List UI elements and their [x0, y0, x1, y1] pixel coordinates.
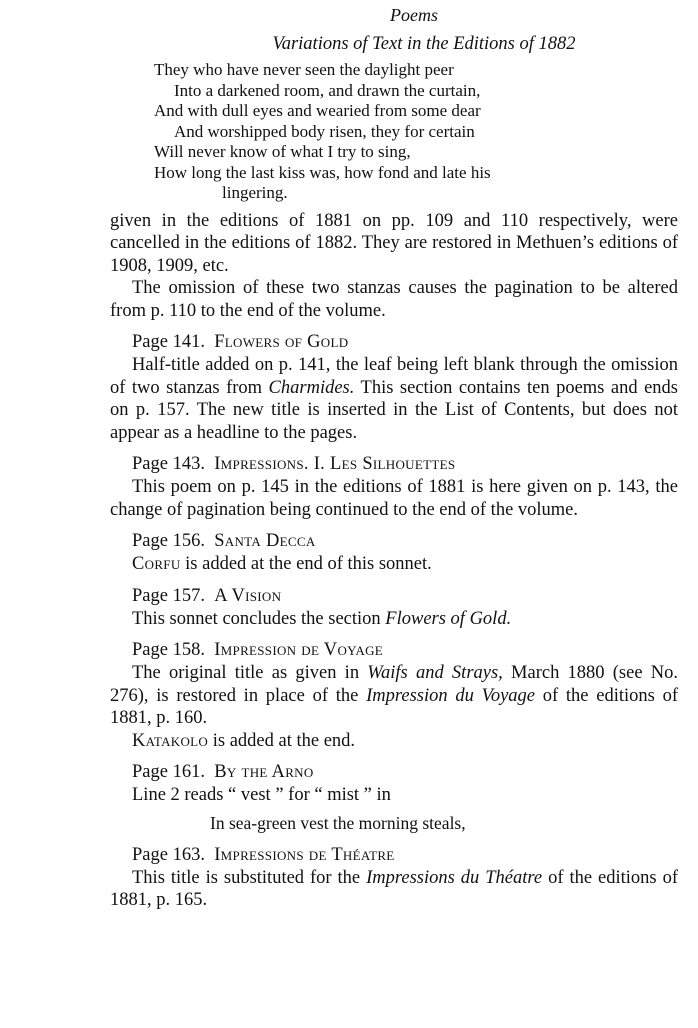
- entry-page-161: [110, 760, 678, 835]
- verse-line: Will never know of what I try to sing,: [154, 142, 411, 161]
- entry-page-156: [110, 529, 678, 576]
- verse-block: [154, 60, 678, 204]
- verse-line: And with dull eyes and wearied from some dear: [154, 101, 481, 120]
- entry-text: Half-title added on p. 141, the leaf being left blank through the omission of two stanzas from: [110, 355, 678, 398]
- entry-italic-text: Impressions du Théatre: [366, 867, 543, 888]
- entry-text: This section contains ten poems and ends on p. 157. The new title is inserted in the List of Contents, but does not appear as a headline to the pages.: [110, 377, 678, 443]
- entry-text: of the editions of 1881, p. 160.: [110, 685, 678, 728]
- entry-italic-text: Impression du Voyage: [366, 685, 536, 706]
- entry-smallcaps-text: Katakolo: [132, 730, 209, 751]
- document-page: [0, 4, 698, 1028]
- entry-body: [110, 553, 678, 576]
- entry-page-number: Page 163.: [132, 844, 205, 865]
- entry-title: A Vision: [214, 585, 282, 606]
- entry-title: Impressions de Théatre: [214, 844, 395, 865]
- entry-italic-text: Flowers of Gold.: [385, 608, 512, 629]
- entry-heading: [132, 529, 678, 553]
- entry-body: Line 2 reads “ vest ” for “ mist ” in: [132, 785, 391, 805]
- entry-page-143: [110, 452, 678, 521]
- entry-title: Flowers of Gold: [214, 332, 349, 352]
- entry-heading: [132, 452, 678, 476]
- entry-heading: [132, 843, 678, 867]
- entry-heading: [132, 584, 678, 608]
- entry-title: Impressions. I. Les Silhouettes: [214, 454, 456, 474]
- entry-italic-text: Charmides.: [268, 377, 355, 398]
- entry-page-number: Page 158.: [132, 640, 205, 660]
- entry-smallcaps-text: Corfu: [132, 554, 181, 574]
- entry-page-number: Page 143.: [132, 454, 205, 474]
- intro-paragraph: given in the editions of 1881 on pp. 109 and 110 respectively, were cancelled in the editions of 1882. They are restored in Methuen’s editions of 1908, 1909, etc.: [110, 210, 678, 276]
- entry-page-number: Page 141.: [132, 332, 205, 352]
- entry-text: is added at the end of this sonnet.: [180, 554, 432, 574]
- entry-text: This sonnet concludes the section: [132, 608, 386, 629]
- entry-body: [110, 730, 678, 753]
- entry-body: [110, 608, 678, 631]
- running-head: Poems: [390, 5, 438, 25]
- section-title: Variations of Text in the Editions of 1882: [272, 34, 576, 54]
- entry-body: [110, 867, 678, 912]
- entry-heading: [132, 638, 678, 662]
- entry-page-number: Page 156.: [132, 531, 205, 551]
- entry-text: The original title as given in: [132, 663, 368, 683]
- entry-text: of the editions of 1881, p. 165.: [110, 867, 678, 910]
- verse-line: Into a darkened room, and drawn the curtain,: [174, 80, 481, 100]
- entry-page-number: Page 161.: [132, 762, 205, 782]
- entry-heading: [132, 760, 678, 784]
- entry-body: [110, 662, 678, 730]
- entry-page-number: Page 157.: [132, 585, 205, 606]
- entry-body: [110, 354, 678, 444]
- entry-text: is added at the end.: [208, 730, 356, 751]
- entry-title: By the Arno: [214, 762, 314, 782]
- entry-title: Santa Decca: [214, 531, 316, 551]
- entry-page-157: [110, 584, 678, 631]
- verse-line: lingering.: [222, 183, 288, 202]
- entry-heading: [132, 330, 678, 354]
- quoted-verse-line: In sea-green vest the morning steals,: [210, 812, 466, 833]
- entry-italic-text: Waifs and Strays,: [367, 663, 503, 683]
- verse-line: And worshipped body risen, they for certain: [174, 121, 475, 141]
- entry-page-141: [110, 330, 678, 444]
- entry-text: March 1880 (see No. 276), is restored in place of the: [110, 663, 678, 706]
- entry-body: This poem on p. 145 in the editions of 1881 is here given on p. 143, the change of pagination being continued to the end of the volume.: [110, 477, 678, 520]
- entry-page-158: [110, 638, 678, 752]
- entry-page-163: [110, 843, 678, 912]
- entry-title: Impression de Voyage: [214, 640, 384, 660]
- verse-line: How long the last kiss was, how fond and late his: [154, 162, 491, 182]
- intro-paragraph: The omission of these two stanzas causes the pagination to be altered from p. 110 to the end of the volume.: [110, 278, 678, 321]
- verse-line: They who have never seen the daylight peer: [154, 60, 454, 79]
- entry-text: This title is substituted for the: [132, 867, 367, 888]
